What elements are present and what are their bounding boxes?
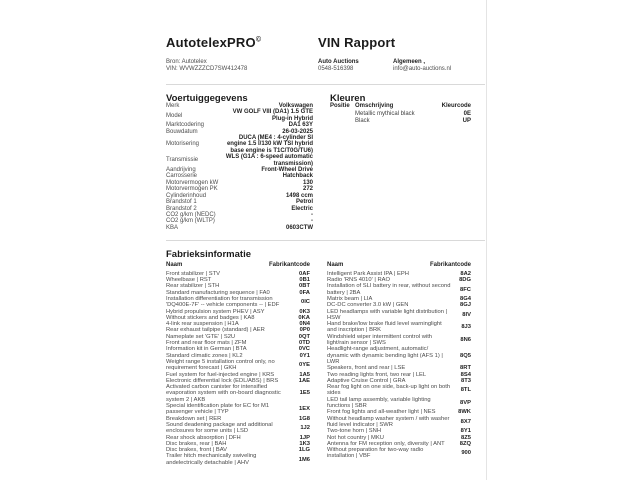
color-row-positie [330, 118, 355, 126]
factory-left-column [166, 262, 310, 466]
color-row-omschrijving: Metallic mythical black [355, 110, 415, 117]
factory-row-name: Without headlamp washer system / with washer fluid level indicator | SWR [327, 415, 450, 428]
factory-row-name: Front fog lights and all-weather light | NES [327, 409, 436, 416]
vehicle-row-label: Motorvermogen kW [166, 179, 219, 186]
vehicle-row-value: WLS (G1A : 6-speed automatic transmission) [225, 154, 313, 167]
vehicle-section-title: Voertuiggegevens [166, 93, 248, 104]
factory-right-rows [327, 271, 471, 460]
color-row-positie [330, 111, 355, 119]
factory-row-name: Standard manufacturing sequence | FA0 [166, 289, 270, 296]
factory-row-code: 8RT [460, 365, 471, 372]
factory-row-code: 8GJ [460, 302, 471, 309]
factory-row-code: 8J3 [461, 324, 471, 331]
vehicle-row-value: 130 [302, 179, 313, 186]
factory-row-name: LED tail lamp assembly, variable lighting functions | SBR [327, 396, 431, 410]
factory-row-name: Not hot country | MKU [327, 434, 384, 441]
factory-row-name: LED headlamps with variable light distribution | HSW [327, 308, 448, 321]
factory-row-name: Two reading lights front, two rear | LEL [327, 371, 427, 378]
factory-row-name: Disc brakes, front | BAV [166, 447, 227, 454]
factory-row-code: 0B1 [299, 277, 310, 284]
factory-row-name: Headlight-range adjustment, automatic/ dynamic with dynamic bending light (AFS 1) | LWR [327, 346, 443, 365]
factory-row-name: Rear stabilizer | STH [166, 283, 220, 290]
vehicle-row-label: Brandstof 1 [166, 199, 197, 206]
header-divider [166, 84, 485, 85]
factory-row-name: Adaptive Cruise Control | GRA [327, 377, 406, 384]
factory-row-name: Windshield wiper intermittent control with light/rain sensor | SWS [327, 333, 433, 347]
vehicle-row-label: Motorvermogen PK [166, 186, 218, 193]
vehicle-row-value: Electric [291, 205, 313, 212]
factory-row [327, 397, 471, 410]
factory-row-code: 1AE [298, 377, 310, 384]
factory-row [327, 384, 471, 397]
factory-row [327, 334, 471, 347]
factory-left-rows [166, 271, 310, 466]
factory-row-code: 8FC [460, 286, 471, 293]
factory-row-name: Information kit in German | BTA [166, 346, 247, 353]
vehicle-row-label: CO2 g/km (WLTP) [166, 218, 215, 225]
factory-row-name: Standard climatic zones | KL2 [166, 352, 243, 359]
factory-row-code: 1A5 [299, 371, 310, 378]
factory-right-code-header: Fabrikantcode [429, 262, 471, 268]
factory-row-name: Two-tone horn | SNH [327, 428, 382, 435]
color-row [330, 118, 471, 126]
vehicle-row [166, 109, 313, 122]
factory-row-code: 0P0 [299, 327, 310, 334]
color-row-omschrijving: Black [355, 118, 370, 124]
factory-row-code: 0KA [298, 314, 310, 321]
vehicle-row-label: Motorisering [166, 141, 200, 148]
factory-row-code: 1G8 [299, 415, 310, 422]
vehicle-row-label: Cylinderinhoud [166, 192, 207, 199]
factory-row-code: 1JP [299, 434, 310, 441]
factory-row-name: Without preparation for two-way radio installation | VBF [327, 447, 424, 460]
factory-row-name: 4-link rear suspension | H1A [166, 321, 239, 328]
company-block [318, 59, 359, 74]
vehicle-row-label: Model [166, 112, 183, 119]
factory-row-name: Wheelbase | RST [166, 277, 212, 284]
factory-row-name: DC-DC converter 3.0 kW | GEN [327, 302, 409, 309]
color-row-kleurcode: 0E [463, 110, 471, 117]
factory-row-code: 8VP [460, 399, 471, 406]
factory-row-code: 8A2 [460, 270, 471, 277]
vehicle-row-value: DA1 63Y [288, 122, 313, 129]
factory-row-name: Rear shock absorption | DFH [166, 434, 241, 441]
factory-row-code: 1E5 [299, 390, 310, 397]
vehicle-row-value: VW GOLF VIII (DA1) 1.5 GTE Plug-in Hybrid [232, 109, 313, 122]
vehicle-row-value: DUCA (ME4 : 4-cylinder SI engine 1.5 l/130 kW TSI hybrid base engine is T1C/T0G/TU6) [226, 135, 313, 154]
factory-row-name: Sound deadening package and additional enclosures for some units | LSD [166, 421, 273, 435]
factory-left-naam-header: Naam [166, 262, 183, 268]
factory-right-column [327, 262, 471, 466]
factory-row-name: Front stabilizer | STV [166, 270, 221, 277]
colors-table [330, 103, 471, 126]
factory-row-name: Without stickers and badges | KA8 [166, 314, 255, 321]
general-label: Algemeen , [393, 59, 426, 65]
factory-left-code-header: Fabrikantcode [268, 262, 310, 268]
factory-row-code: 0FA [299, 289, 310, 296]
factory-row-name: Installation differentiation for transmission 'DQ400E-7F' -- vehicle components -- | EDF [166, 295, 280, 309]
factory-row [327, 346, 471, 365]
factory-row-code: 8DG [459, 277, 471, 284]
vehicle-row-label: Marktcodering [166, 122, 205, 129]
colors-header-omschrijving: Omschrijving [355, 103, 394, 109]
factory-row-code: 0K3 [299, 308, 310, 315]
factory-row [166, 422, 310, 435]
factory-row-name: Disc brakes, rear | BAH [166, 440, 227, 447]
company-name: Auto Auctions [318, 59, 359, 65]
factory-row-code: 1J2 [300, 425, 310, 432]
factory-row [327, 416, 471, 429]
general-contact-block [393, 59, 451, 74]
factory-row-name: Nameplate set 'GTE' | S2U [166, 333, 236, 340]
factory-row-code: 1K3 [299, 440, 310, 447]
vehicle-row-value: 0603CTW [285, 224, 313, 231]
factory-row-code: 8TL [460, 387, 471, 394]
source-block [166, 59, 247, 74]
factory-row [327, 309, 471, 322]
vehicle-row-value: 272 [302, 186, 313, 193]
vehicle-row-value: Petrol [295, 199, 313, 206]
factory-row-name: Activated carbon canister for intensified evaporation system with on-board diagnostic system 2 | AKB [166, 384, 281, 403]
factory-row-code: 8WK [458, 409, 471, 416]
colors-header-positie: Positie [330, 103, 350, 109]
factory-info-tables [166, 262, 471, 466]
vehicle-table [166, 103, 313, 231]
factory-row-code: 0QT [298, 333, 310, 340]
factory-row-name: Speakers, front and rear | LSE [327, 365, 406, 372]
factory-row [166, 359, 310, 372]
vehicle-row-value: - [311, 218, 313, 225]
factory-row-name: Weight range 5 installation control only, no requirement forecast | GKH [166, 358, 275, 372]
factory-section-title: Fabrieksinformatie [166, 249, 251, 260]
factory-row-code: 0BT [299, 283, 310, 290]
factory-row [166, 403, 310, 416]
factory-row-name: Matrix beam | LIA [327, 295, 373, 302]
factory-row-code: 8Q5 [460, 352, 471, 359]
color-row [330, 111, 471, 119]
factory-row-name: Rear exhaust tailpipe (standard) | AER [166, 327, 265, 334]
factory-row-name: Rear fog light on one side, back-up light on both sides [327, 384, 451, 397]
factory-row [166, 296, 310, 309]
colors-table-header [330, 103, 471, 111]
factory-row-code: 8S4 [460, 371, 471, 378]
factory-row-name: Hybrid propulsion system PHEV | ASY [166, 308, 265, 315]
factory-row-code: 900 [461, 450, 471, 457]
factory-row [327, 283, 471, 296]
factory-row-code: 0YE [299, 362, 310, 369]
factory-row-code: 0Y1 [299, 352, 310, 359]
vehicle-row-label: Transmissie [166, 157, 199, 164]
factory-row [166, 384, 310, 403]
factory-row-name: Installation of SLI battery in rear, without second battery | 2BA [327, 283, 451, 296]
app-title [166, 35, 261, 50]
factory-row-name: Special identification plate for EC for M1 passenger vehicle | TYP [166, 403, 270, 416]
vehicle-row-value: - [311, 211, 313, 218]
factory-right-naam-header: Naam [327, 262, 344, 268]
factory-row-code: 1EX [299, 406, 310, 413]
factory-row-code: 0IC [300, 299, 310, 306]
factory-row-name: Electronic differential lock (EDL/ABS) | BRS [166, 377, 279, 384]
factory-row-code: 1LG [298, 447, 310, 454]
vehicle-row-label: Aandrijving [166, 167, 196, 174]
factory-row [327, 321, 471, 334]
vehicle-row-label: CO2 g/km (NEDC) [166, 211, 216, 218]
vehicle-row-label: Merk [166, 103, 180, 109]
factory-row-code: 8X7 [460, 418, 471, 425]
colors-table-rows [330, 111, 471, 126]
factory-row [166, 453, 310, 466]
vehicle-row [166, 135, 313, 154]
vehicle-row-label: Carrosserie [166, 173, 198, 180]
factory-row-code: 0VC [298, 346, 310, 353]
copyright-symbol: © [255, 36, 262, 44]
vehicle-row [166, 225, 313, 231]
colors-header-kleurcode: Kleurcode [441, 103, 471, 109]
factory-row-name: Radio 'RNS 4010' | RAO [327, 277, 391, 284]
factory-row-code: 8T3 [461, 377, 471, 384]
vin-line: VIN: WVWZZZCD7SW412478 [166, 66, 248, 73]
vehicle-row-value: Hatchback [282, 173, 313, 180]
factory-row-name: Trailer hitch mechanically swiveling andelectrically detachable | AHV [166, 453, 257, 466]
company-phone: 0548-516398 [318, 66, 354, 73]
factory-row-code: 1M6 [298, 456, 310, 463]
factory-row-code: 8Y1 [460, 428, 471, 435]
app-title-text: AutotelexPRO [166, 35, 256, 50]
section-divider [166, 240, 485, 241]
factory-row-name: Intelligent Park Assist IPA | EPH [327, 270, 409, 277]
factory-row-code: 8Z5 [461, 434, 471, 441]
factory-row-code: 0N4 [299, 321, 310, 328]
factory-row-name: Front and rear floor mats | ZFM [166, 340, 247, 347]
factory-row-name: Hand brake/low brake fluid level warninglight and inscription | BRK [327, 321, 442, 334]
factory-row-name: Breakdown set | RER [166, 415, 222, 422]
factory-row-name: Fuel system for fuel-injected engine | KRS [166, 371, 275, 378]
factory-row-code: 8IV [462, 311, 471, 318]
colors-section-title: Kleuren [330, 93, 366, 104]
vehicle-row-value: 26-03-2025 [282, 128, 313, 135]
source-line: Bron: Autotelex [166, 59, 207, 65]
vehicle-row-label: KBA [166, 224, 179, 231]
general-email: info@auto-auctions.nl [393, 66, 452, 73]
vehicle-row-value: Volkswagen [278, 103, 313, 109]
factory-row [327, 447, 471, 460]
factory-row-code: 0TD [299, 340, 310, 347]
factory-row-code: 8N6 [460, 336, 471, 343]
factory-row-code: 8G4 [460, 295, 471, 302]
factory-left-header [166, 262, 310, 268]
color-row-kleurcode: UP [462, 118, 471, 124]
factory-right-header [327, 262, 471, 268]
vehicle-row-value: 1498 ccm [285, 192, 313, 199]
report-title: VIN Rapport [318, 35, 396, 50]
vehicle-row-value: Front-Wheel Drive [261, 167, 313, 174]
vehicle-row-label: Brandstof 2 [166, 205, 197, 212]
factory-row-code: 8ZQ [459, 440, 471, 447]
page-edge-line [486, 0, 487, 480]
vehicle-row-label: Bouwdatum [166, 128, 198, 135]
vehicle-row [166, 154, 313, 167]
factory-row-code: 0AF [299, 270, 310, 277]
factory-row-name: Antenna for FM reception only, diversity | ANT [327, 440, 445, 447]
